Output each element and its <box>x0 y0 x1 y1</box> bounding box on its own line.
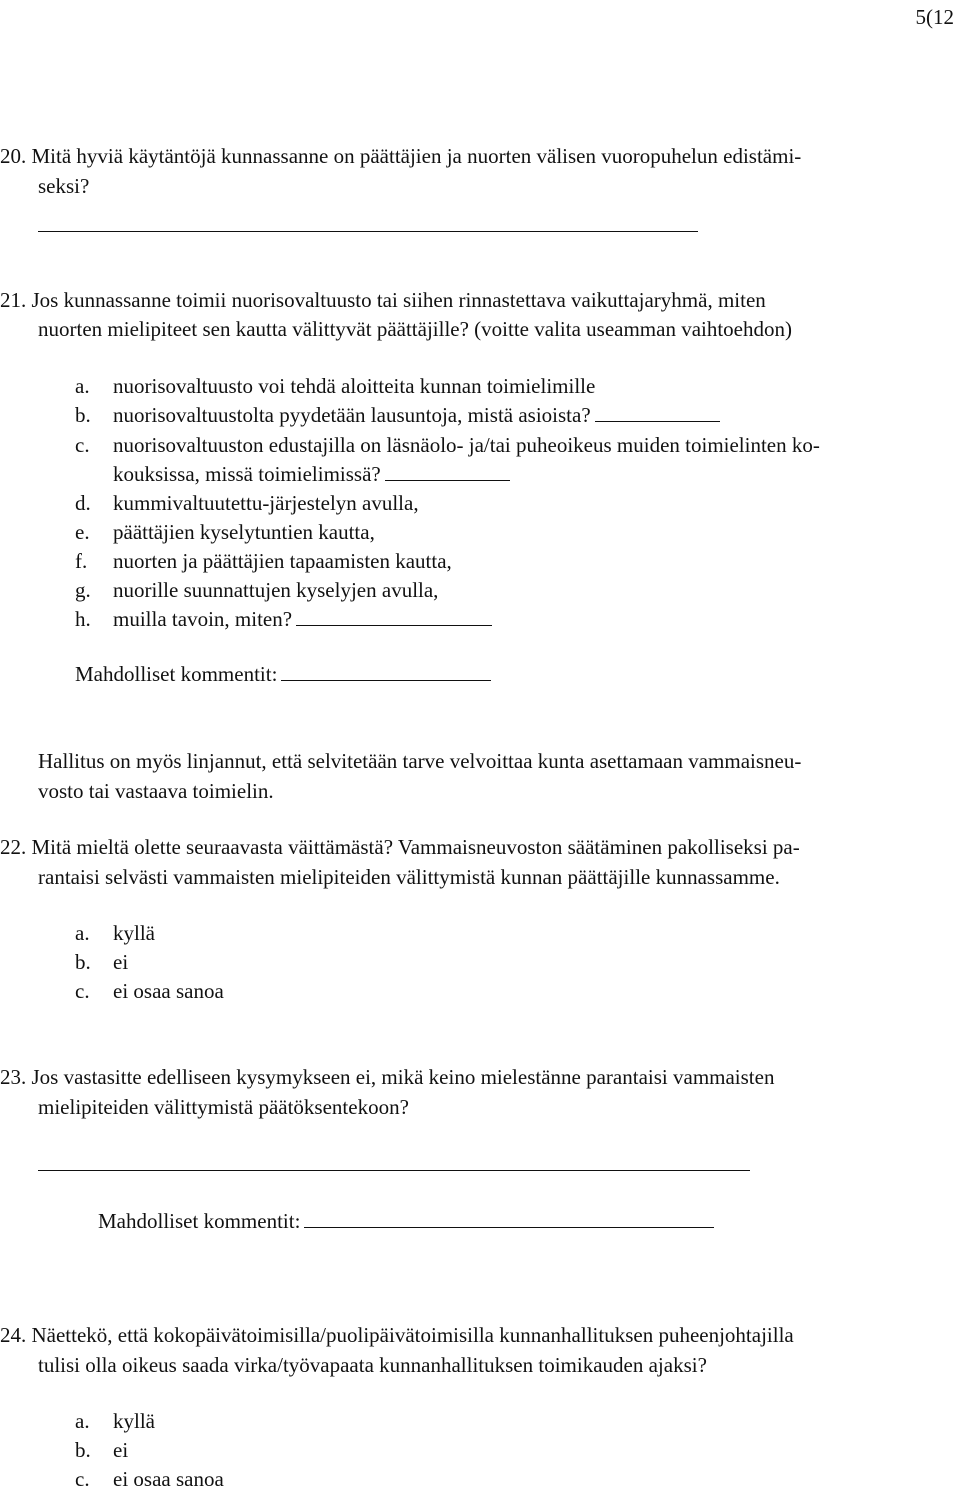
option-c-continued <box>113 459 510 489</box>
question-22-line2: rantaisi selvästi vammaisten mielipiteiden välittymistä kunnan päättäjille kunnassamme. <box>38 865 780 889</box>
question-text: Mitä hyviä käytäntöjä kunnassanne on päättäjien ja nuorten välisen vuoropuhelun edistämi- <box>31 144 802 168</box>
option-g[interactable] <box>75 575 438 605</box>
option-h[interactable] <box>75 604 492 634</box>
answer-line-q23[interactable] <box>38 1170 750 1171</box>
option-letter: h. <box>75 607 91 631</box>
comments-q23 <box>98 1206 714 1236</box>
page-number: 5(12 <box>915 5 954 29</box>
question-number: 23. <box>0 1065 27 1089</box>
option-letter: c. <box>75 1467 90 1491</box>
question-number: 21. <box>0 288 27 312</box>
q22-option-b[interactable] <box>75 947 128 977</box>
option-letter: b. <box>75 403 91 427</box>
option-text: ei <box>113 1438 129 1462</box>
option-c[interactable] <box>75 430 820 460</box>
question-text: Näettekö, että kokopäivätoimisilla/puolipäivätoimisilla kunnanhallituksen puheenjohtajilla <box>31 1323 794 1347</box>
option-text: ei osaa sanoa <box>113 979 224 1003</box>
comments-label: Mahdolliset kommentit: <box>98 1209 301 1233</box>
option-text: nuorisovaltuustolta pyydetään lausuntoja, mistä asioista? <box>113 403 591 427</box>
answer-line-option-b[interactable] <box>595 403 720 422</box>
option-text: muilla tavoin, miten? <box>113 607 293 631</box>
option-text: kouksissa, missä toimielimissä? <box>113 462 381 486</box>
comments-line-q21[interactable] <box>281 662 491 681</box>
option-text: nuorisovaltuusto voi tehdä aloitteita kunnan toimielimille <box>113 374 596 398</box>
option-letter: a. <box>75 374 90 398</box>
option-text: ei <box>113 950 129 974</box>
comments-line-q23[interactable] <box>304 1209 714 1228</box>
question-23-line2: mielipiteiden välittymistä päätöksentekoon? <box>38 1095 409 1119</box>
answer-line-q20[interactable] <box>38 231 698 232</box>
option-letter: f. <box>75 549 88 573</box>
q22-option-a[interactable] <box>75 918 155 948</box>
question-number: 24. <box>0 1323 27 1347</box>
option-f[interactable] <box>75 546 452 576</box>
option-text: kummivaltuutettu-järjestelyn avulla, <box>113 491 419 515</box>
question-22-line1 <box>0 832 800 862</box>
question-number: 20. <box>0 144 27 168</box>
answer-line-option-c[interactable] <box>385 462 510 481</box>
question-24-line1 <box>0 1320 794 1350</box>
question-text: Jos kunnassanne toimii nuorisovaltuusto tai siihen rinnastettava vaikuttajaryhmä, miten <box>31 288 766 312</box>
q24-option-c[interactable] <box>75 1464 224 1494</box>
q24-option-a[interactable] <box>75 1406 155 1436</box>
option-letter: g. <box>75 578 91 602</box>
intro-line1: Hallitus on myös linjannut, että selvitetään tarve velvoittaa kunta asettamaan vammaisneu- <box>38 749 802 773</box>
option-text: nuorten ja päättäjien tapaamisten kautta, <box>113 549 452 573</box>
option-letter: a. <box>75 921 90 945</box>
question-24-line2: tulisi olla oikeus saada virka/työvapaata kunnanhallituksen toimikauden ajaksi? <box>38 1353 707 1377</box>
question-21-line1 <box>0 285 766 315</box>
option-letter: c. <box>75 979 90 1003</box>
question-number: 22. <box>0 835 27 859</box>
option-text: ei osaa sanoa <box>113 1467 224 1491</box>
question-text: Jos vastasitte edelliseen kysymykseen ei, mikä keino mielestänne parantaisi vammaisten <box>31 1065 775 1089</box>
option-letter: c. <box>75 433 90 457</box>
option-letter: b. <box>75 950 91 974</box>
q24-option-b[interactable] <box>75 1435 128 1465</box>
option-d[interactable] <box>75 488 419 518</box>
option-a[interactable] <box>75 371 595 401</box>
option-text: nuorisovaltuuston edustajilla on läsnäolo- ja/tai puheoikeus muiden toimielinten ko- <box>113 433 820 457</box>
question-23-line1 <box>0 1062 774 1092</box>
option-letter: d. <box>75 491 91 515</box>
option-text: kyllä <box>113 921 155 945</box>
answer-line-option-h[interactable] <box>296 607 492 626</box>
option-text: kyllä <box>113 1409 155 1433</box>
intro-line2: vosto tai vastaava toimielin. <box>38 779 274 803</box>
question-20-line1 <box>0 141 801 171</box>
q22-option-c[interactable] <box>75 976 224 1006</box>
option-letter: a. <box>75 1409 90 1433</box>
question-20-line2: seksi? <box>38 174 90 198</box>
option-letter: b. <box>75 1438 91 1462</box>
option-text: päättäjien kyselytuntien kautta, <box>113 520 375 544</box>
question-21-line2: nuorten mielipiteet sen kautta välittyvät päättäjille? (voitte valita useamman vaihtoehdon) <box>38 317 793 341</box>
option-letter: e. <box>75 520 90 544</box>
question-text: Mitä mieltä olette seuraavasta väittämästä? Vammaisneuvoston säätäminen pakolliseksi pa- <box>31 835 800 859</box>
option-text: nuorille suunnattujen kyselyjen avulla, <box>113 578 439 602</box>
comments-q21 <box>75 659 491 689</box>
comments-label: Mahdolliset kommentit: <box>75 662 278 686</box>
option-e[interactable] <box>75 517 375 547</box>
option-b[interactable] <box>75 400 720 430</box>
